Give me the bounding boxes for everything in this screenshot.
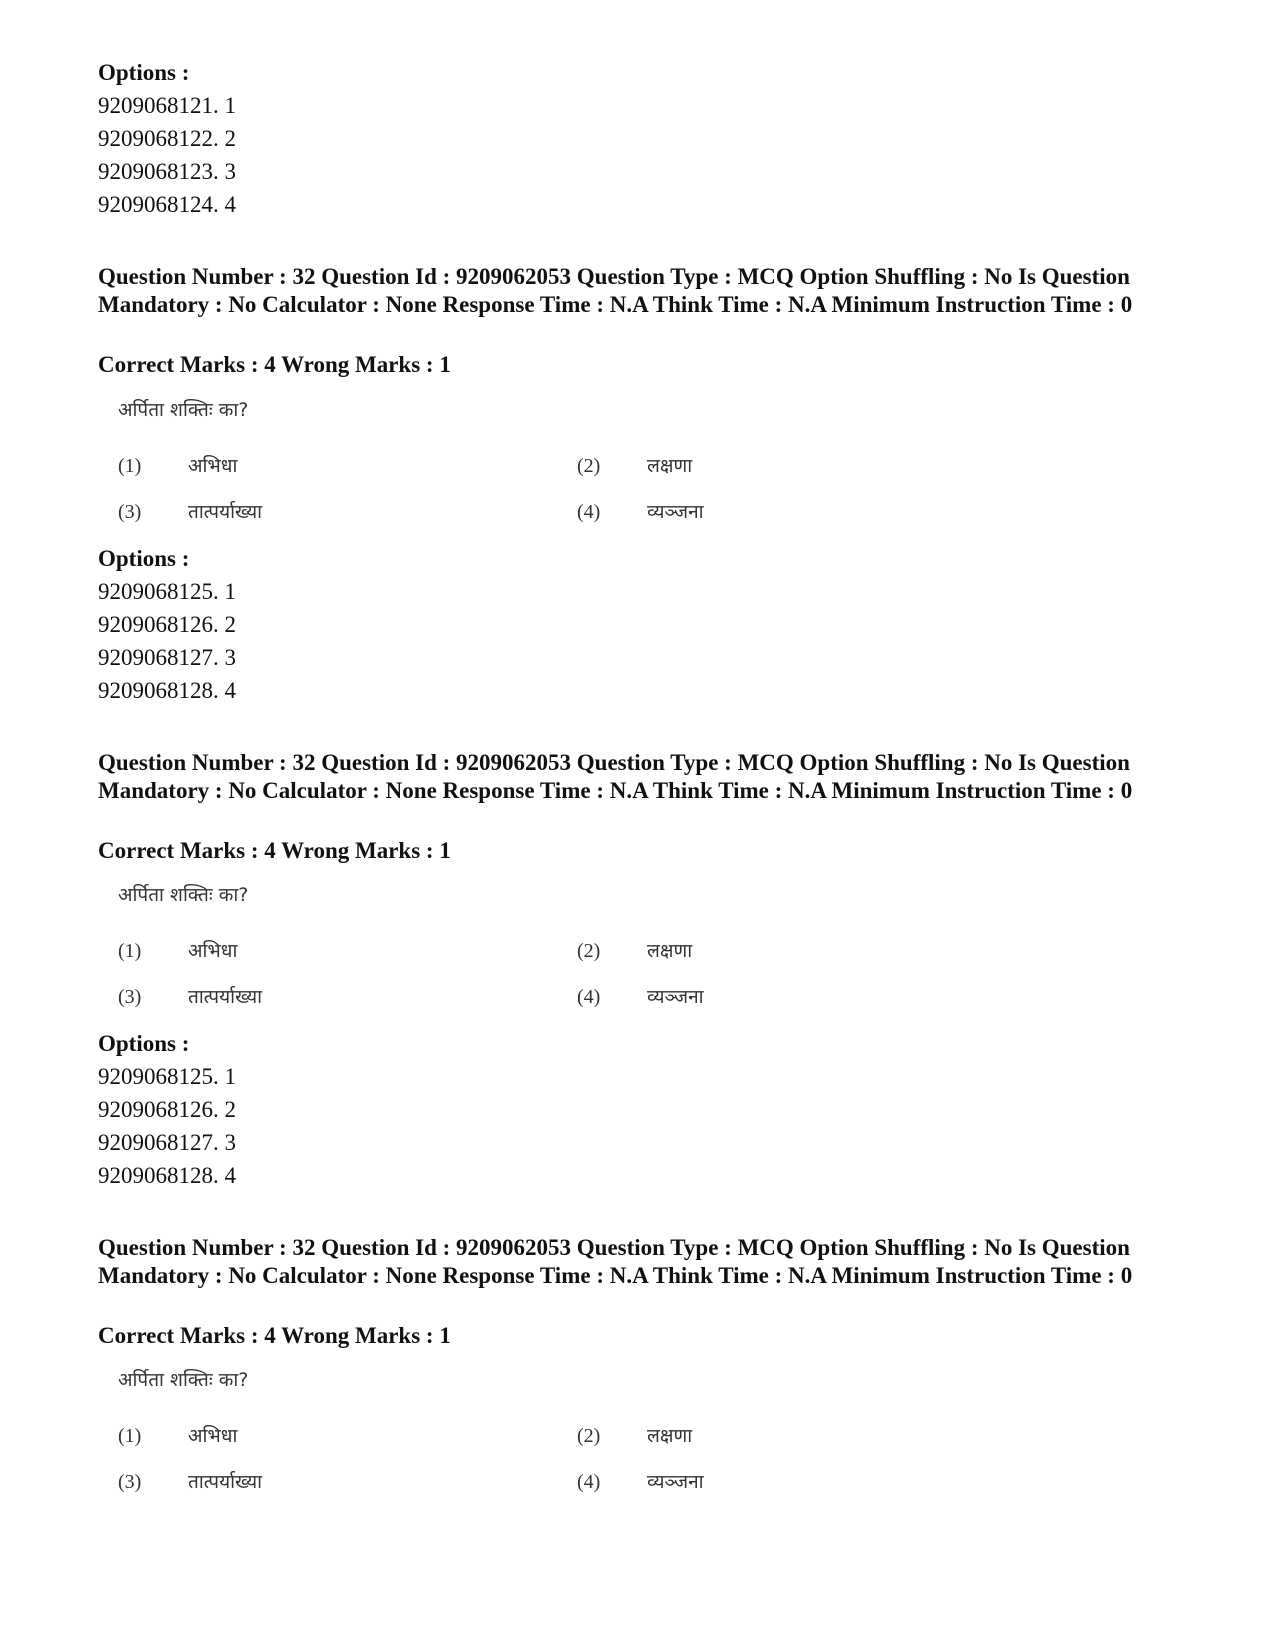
choice-number: (3) bbox=[118, 1471, 142, 1493]
choice-4 bbox=[577, 1468, 704, 1496]
choice-number: (3) bbox=[118, 501, 142, 523]
choice-number: (1) bbox=[118, 1425, 142, 1447]
option-line: 9209068127. 3 bbox=[98, 645, 236, 670]
choice-3 bbox=[118, 983, 262, 1011]
options-title: Options : bbox=[98, 546, 190, 571]
choice-1 bbox=[118, 452, 237, 480]
choice-text: अभिधा bbox=[188, 1425, 238, 1447]
option-line: 9209068121. 1 bbox=[98, 93, 236, 118]
choice-number: (2) bbox=[577, 1425, 601, 1447]
choice-text: अभिधा bbox=[188, 455, 238, 477]
choice-number: (2) bbox=[577, 940, 601, 962]
choice-1 bbox=[118, 1422, 237, 1450]
question-stem: अर्पिता शक्तिः का? bbox=[118, 399, 249, 421]
choice-3 bbox=[118, 1468, 262, 1496]
option-line: 9209068125. 1 bbox=[98, 579, 236, 604]
choice-2 bbox=[577, 937, 692, 965]
choice-number: (3) bbox=[118, 986, 142, 1008]
choice-text: लक्षणा bbox=[647, 1425, 693, 1447]
choice-text: लक्षणा bbox=[647, 455, 693, 477]
choice-number: (1) bbox=[118, 455, 142, 477]
choice-text: तात्पर्याख्या bbox=[188, 501, 263, 523]
choice-number: (4) bbox=[577, 986, 601, 1008]
choice-text: लक्षणा bbox=[647, 940, 693, 962]
option-line: 9209068128. 4 bbox=[98, 678, 236, 703]
question-header: Question Number : 32 Question Id : 9209062053 Question Type : MCQ Option Shuffling : No Is Question Mandatory : No Calculator : None Response Time : N.A Think Time : N.A Minimum Instruction Time : 0 bbox=[98, 750, 1133, 803]
choice-text: व्यञ्जना bbox=[647, 1471, 704, 1493]
question-header: Question Number : 32 Question Id : 9209062053 Question Type : MCQ Option Shuffling : No Is Question Mandatory : No Calculator : None Response Time : N.A Think Time : N.A Minimum Instruction Time : 0 bbox=[98, 1235, 1133, 1288]
question-stem: अर्पिता शक्तिः का? bbox=[118, 884, 249, 906]
choice-2 bbox=[577, 1422, 692, 1450]
choice-number: (2) bbox=[577, 455, 601, 477]
choice-text: तात्पर्याख्या bbox=[188, 1471, 263, 1493]
choice-text: तात्पर्याख्या bbox=[188, 986, 263, 1008]
marks-line: Correct Marks : 4 Wrong Marks : 1 bbox=[98, 838, 451, 863]
choice-number: (4) bbox=[577, 1471, 601, 1493]
choice-text: व्यञ्जना bbox=[647, 501, 704, 523]
question-stem: अर्पिता शक्तिः का? bbox=[118, 1369, 249, 1391]
choice-1 bbox=[118, 937, 237, 965]
question-header: Question Number : 32 Question Id : 9209062053 Question Type : MCQ Option Shuffling : No Is Question Mandatory : No Calculator : None Response Time : N.A Think Time : N.A Minimum Instruction Time : 0 bbox=[98, 264, 1133, 317]
choice-text: अभिधा bbox=[188, 940, 238, 962]
option-line: 9209068122. 2 bbox=[98, 126, 236, 151]
options-title: Options : bbox=[98, 1031, 190, 1056]
choice-number: (4) bbox=[577, 501, 601, 523]
option-line: 9209068127. 3 bbox=[98, 1130, 236, 1155]
choice-4 bbox=[577, 983, 704, 1011]
option-line: 9209068125. 1 bbox=[98, 1064, 236, 1089]
marks-line: Correct Marks : 4 Wrong Marks : 1 bbox=[98, 352, 451, 377]
choice-2 bbox=[577, 452, 692, 480]
option-line: 9209068126. 2 bbox=[98, 612, 236, 637]
choice-number: (1) bbox=[118, 940, 142, 962]
option-line: 9209068124. 4 bbox=[98, 192, 236, 217]
marks-line: Correct Marks : 4 Wrong Marks : 1 bbox=[98, 1323, 451, 1348]
option-line: 9209068126. 2 bbox=[98, 1097, 236, 1122]
options-title: Options : bbox=[98, 60, 190, 85]
choice-3 bbox=[118, 498, 262, 526]
option-line: 9209068128. 4 bbox=[98, 1163, 236, 1188]
choice-4 bbox=[577, 498, 704, 526]
option-line: 9209068123. 3 bbox=[98, 159, 236, 184]
choice-text: व्यञ्जना bbox=[647, 986, 704, 1008]
